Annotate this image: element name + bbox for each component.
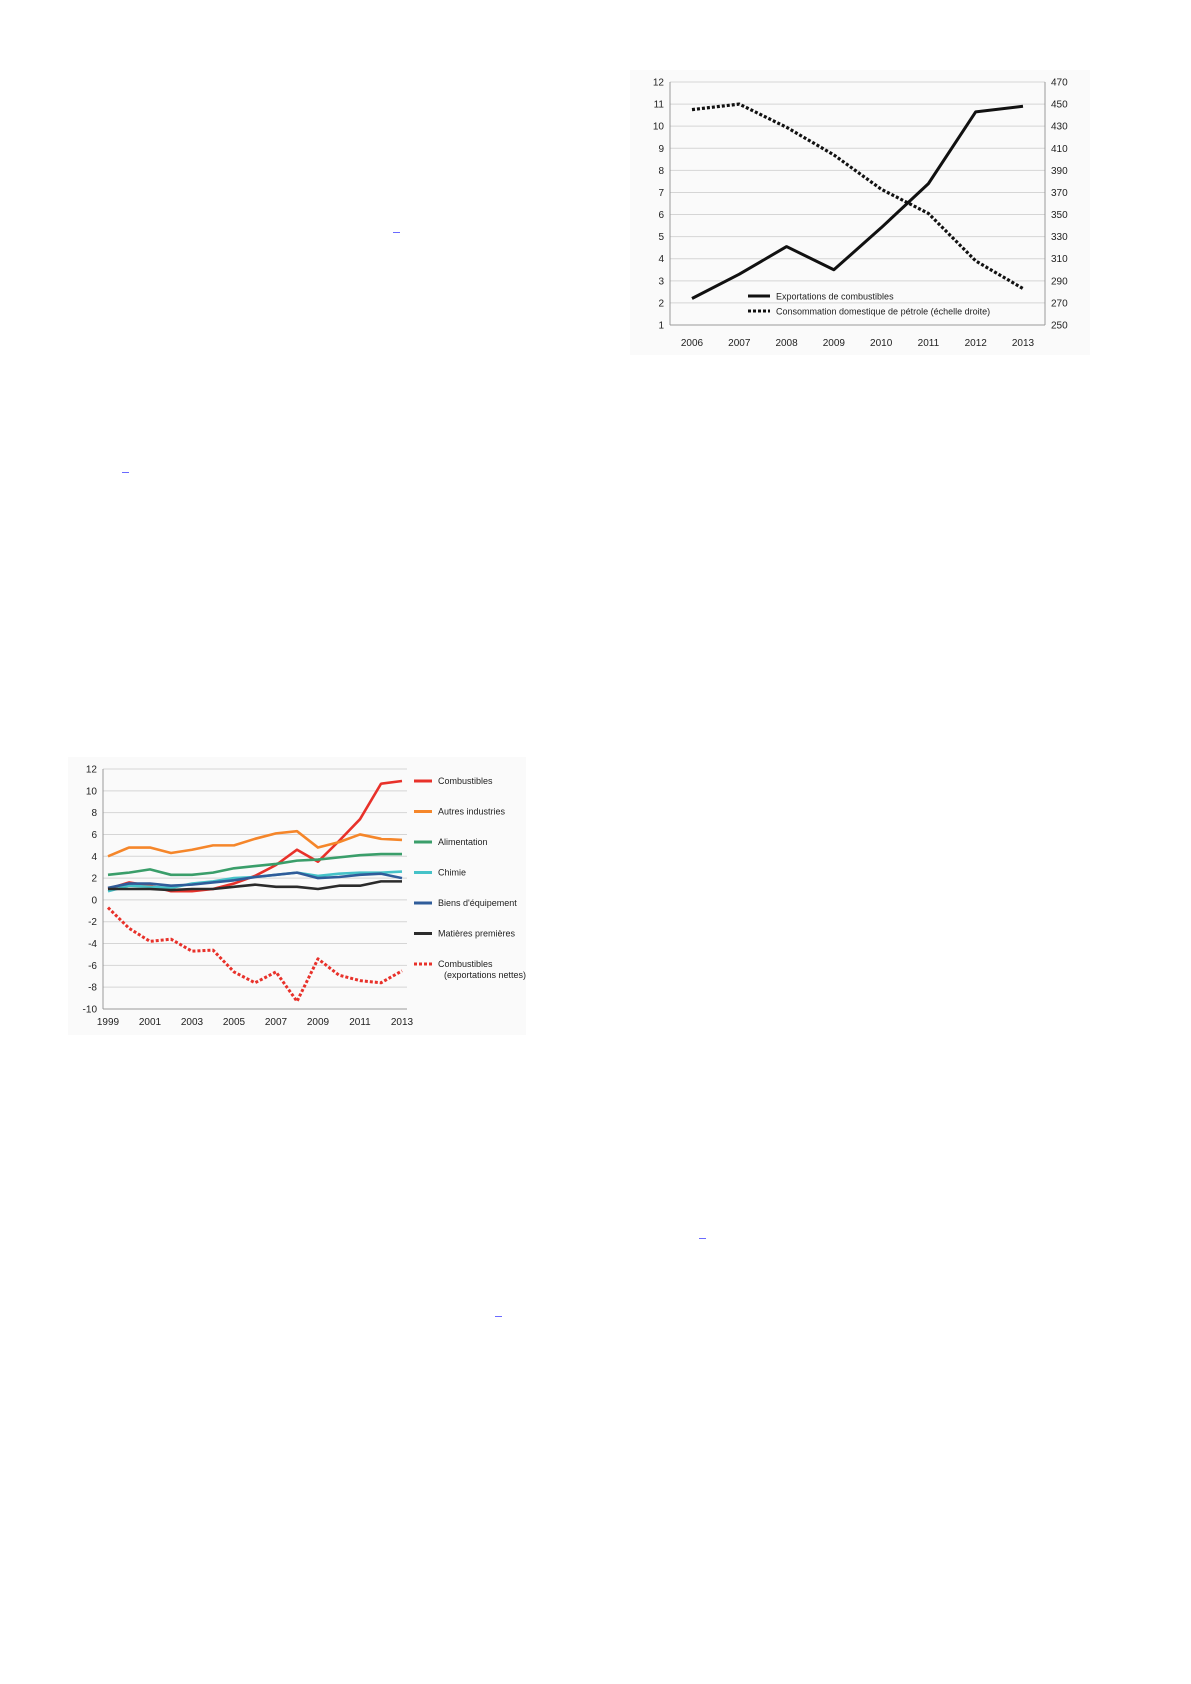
y2-tick-label: 450: [1051, 99, 1068, 111]
y-tick-label: 0: [91, 895, 97, 907]
y2-tick-label: 310: [1051, 254, 1068, 266]
y-tick-label: -8: [88, 982, 97, 994]
y-tick-label: 9: [658, 143, 664, 155]
x-tick-label: 1999: [96, 1017, 120, 1028]
y-tick-label: 11: [653, 99, 664, 111]
legend-label: Matières premières: [438, 928, 516, 939]
y-tick-label: 8: [91, 808, 97, 820]
legend-label: Biens d'équipement: [438, 898, 517, 908]
y-tick-label: 3: [658, 276, 664, 288]
legend-label: Combustibles (exportations nettes): [438, 959, 526, 980]
legend-label: Alimentation: [438, 837, 488, 847]
y2-tick-label: 430: [1051, 121, 1068, 133]
series-line-exportations-de-combustibles: [692, 106, 1023, 298]
y2-tick-label: 330: [1051, 232, 1068, 244]
legend-label: Autres industries: [438, 806, 506, 817]
chart-exports-vs-consumption: [630, 70, 1090, 355]
y-tick-label: 2: [91, 873, 97, 885]
footnote-marker[interactable]: [122, 472, 129, 473]
y2-tick-label: 350: [1051, 210, 1068, 222]
x-tick-label: 2008: [775, 338, 798, 349]
y-tick-label: -6: [88, 960, 97, 972]
y-tick-label: 4: [91, 851, 97, 863]
x-tick-label: 2006: [680, 338, 704, 349]
x-tick-label: 2009: [306, 1017, 330, 1028]
y2-tick-label: 390: [1051, 165, 1068, 177]
legend-label: Combustibles: [438, 776, 493, 786]
y-tick-label: 2: [658, 298, 664, 310]
x-tick-label: 2012: [964, 338, 987, 349]
x-tick-label: 2005: [222, 1017, 246, 1028]
y-tick-label: 8: [658, 165, 664, 177]
y2-tick-label: 270: [1051, 298, 1068, 310]
y2-tick-label: 250: [1051, 320, 1068, 332]
y-tick-label: -2: [88, 917, 97, 929]
chart-exports-by-sector: [68, 757, 526, 1035]
y2-tick-label: 290: [1051, 276, 1068, 288]
y-tick-label: 6: [91, 829, 97, 841]
y-tick-label: 10: [85, 786, 97, 798]
x-tick-label: 2013: [390, 1017, 414, 1028]
x-tick-label: 2009: [822, 338, 845, 349]
y-tick-label: 10: [652, 121, 664, 133]
x-tick-label: 2011: [917, 338, 940, 349]
y-tick-label: 7: [658, 187, 664, 199]
y-tick-label: 4: [658, 254, 664, 266]
y-tick-label: 12: [652, 77, 664, 89]
y-tick-label: 12: [85, 764, 97, 776]
x-tick-label: 2001: [138, 1017, 162, 1028]
x-tick-label: 2007: [728, 338, 751, 349]
x-tick-label: 2010: [870, 338, 893, 349]
x-tick-label: 2013: [1011, 338, 1035, 349]
chart-exports-by-sector-svg: [68, 757, 526, 1035]
y-tick-label: 1: [658, 320, 664, 332]
y-tick-label: 6: [658, 210, 664, 222]
footnote-marker[interactable]: [699, 1238, 706, 1239]
legend-label: Exportations de combustibles: [776, 291, 894, 302]
y-tick-label: -4: [88, 939, 97, 951]
y2-tick-label: 410: [1051, 143, 1068, 155]
legend-label: Consommation domestique de pétrole (échelle droite): [776, 306, 991, 317]
x-tick-label: 2003: [180, 1017, 204, 1028]
y-tick-label: 5: [658, 232, 664, 244]
y2-tick-label: 370: [1051, 187, 1068, 199]
y-tick-label: -10: [82, 1004, 97, 1016]
y2-tick-label: 470: [1051, 77, 1068, 89]
legend-label: Chimie: [438, 867, 467, 878]
x-tick-label: 2007: [264, 1017, 288, 1028]
footnote-marker[interactable]: [495, 1316, 502, 1317]
chart-exports-vs-consumption-svg: [630, 70, 1090, 355]
footnote-marker[interactable]: [393, 232, 400, 233]
series-line-consommation-domestique-de-petrole-echelle-droite: [692, 104, 1023, 288]
x-tick-label: 2011: [349, 1017, 371, 1028]
